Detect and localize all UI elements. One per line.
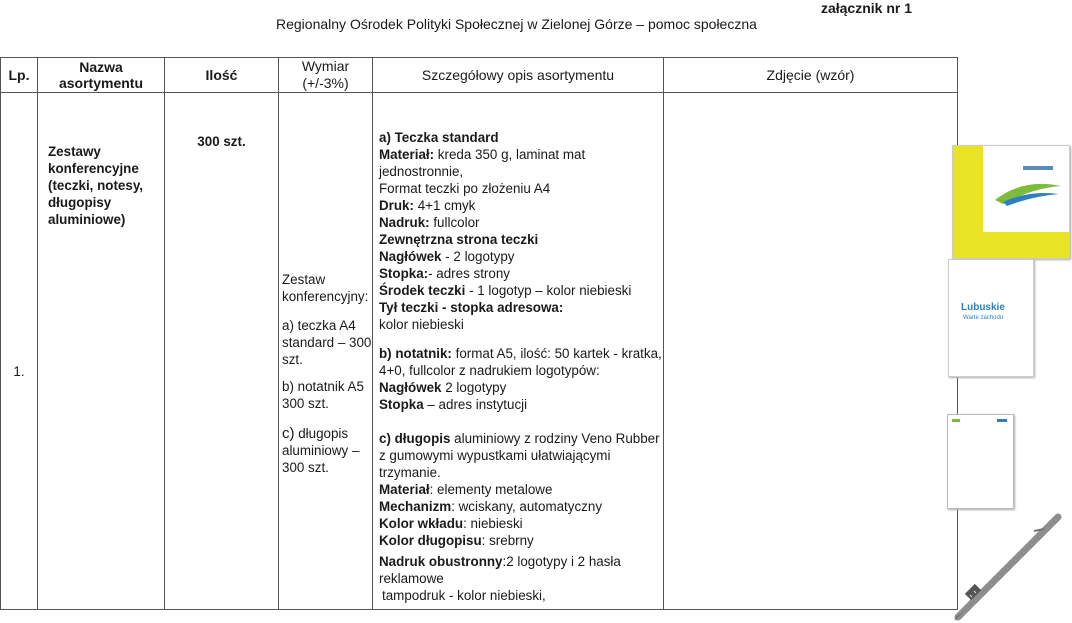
- col-zdjecie: Zdjęcie (wzór): [664, 58, 958, 93]
- lubuskie-logo-text: Lubuskie: [961, 302, 1005, 313]
- col-ilosc: Ilość: [165, 58, 279, 93]
- opis-line: trzymanie.: [379, 465, 441, 480]
- value: : elementy metalowe: [429, 482, 553, 497]
- table-row: [1, 93, 958, 610]
- value: :2 logotypy i 2 hasła: [502, 554, 621, 569]
- value: aluminiowy z rodziny Veno Rubber: [450, 431, 660, 446]
- row-nazwa: [48, 143, 143, 228]
- opis-a-title: a) Teczka standard: [379, 130, 499, 145]
- value: – adres instytucji: [423, 397, 528, 412]
- wymiar-line: aluminiowy –: [282, 443, 360, 458]
- value: 2 logotypy: [441, 380, 507, 395]
- col-nazwa: Nazwa asortymentu: [38, 58, 165, 93]
- label: c) długopis: [379, 431, 451, 446]
- opis-line: [379, 430, 663, 447]
- row-opis: [373, 93, 663, 604]
- row-wymiar: [279, 93, 372, 476]
- cell-wymiar: [279, 93, 373, 610]
- label: Kolor długopisu: [379, 533, 482, 548]
- wymiar-line: 300 szt.: [282, 460, 329, 475]
- notepad-image: [947, 414, 1014, 509]
- label: Materiał:: [379, 147, 435, 162]
- opis-line: Format teczki po złożeniu A4: [379, 181, 551, 196]
- wymiar-line: 300 szt.: [282, 396, 329, 411]
- value: kreda 350 g, laminat mat: [434, 147, 586, 162]
- opis-line: [379, 515, 663, 532]
- label: Stopka: [379, 397, 424, 412]
- opis-line: Zewnętrzna strona teczki: [379, 232, 539, 247]
- value: : wciskany, automatyczny: [451, 499, 603, 514]
- opis-line: reklamowe: [379, 571, 444, 586]
- assortment-table: [0, 57, 1005, 610]
- wymiar-c-letter: c): [282, 425, 295, 442]
- opis-line: [379, 481, 663, 498]
- cell-ilosc: [165, 93, 279, 610]
- opis-line: [379, 197, 663, 214]
- lubuskie-logo-subtext: Warte zachodu: [963, 315, 1004, 321]
- cell-opis: [373, 93, 664, 610]
- label: Kolor wkładu: [379, 516, 464, 531]
- cell-lp: [1, 93, 38, 610]
- opis-line: jednostronnie,: [379, 164, 464, 179]
- cell-nazwa: [38, 93, 165, 610]
- value: - 1 logotyp – kolor niebieski: [465, 283, 632, 298]
- header-title: Regionalny Ośrodek Polityki Społecznej w Zielonej Górze – pomoc społeczna: [276, 16, 757, 32]
- label: b) notatnik:: [379, 346, 452, 361]
- pen-image: [948, 513, 1068, 623]
- nazwa-line: Zestawy: [48, 144, 101, 159]
- value: fullcolor: [429, 215, 480, 230]
- cell-zdjecie: [664, 93, 1005, 610]
- folder-image: [952, 145, 1072, 375]
- value: - adres strony: [428, 266, 510, 281]
- opis-line: kolor niebieski: [379, 317, 464, 332]
- label: Nagłówek: [379, 380, 442, 395]
- opis-line: [379, 498, 663, 515]
- wymiar-line: b) notatnik A5: [282, 379, 364, 394]
- opis-line: tampodruk - kolor niebieski,: [382, 588, 546, 603]
- opis-line: [379, 248, 663, 265]
- col-wymiar-line1: Wymiar: [301, 58, 350, 74]
- value: format A5, ilość: 50 kartek - kratka,: [451, 346, 662, 361]
- opis-line: [379, 282, 663, 299]
- label: Środek teczki: [379, 283, 466, 298]
- label: Stopka:: [379, 266, 429, 281]
- opis-line: [379, 265, 663, 282]
- opis-line: z gumowymi wypustkami ułatwiającymi: [379, 448, 611, 463]
- value: 4+1 cmyk: [413, 198, 476, 213]
- nazwa-line: konferencyjne: [48, 161, 139, 176]
- label: Mechanizm: [379, 499, 452, 514]
- opis-line: [379, 345, 663, 362]
- opis-line: [379, 553, 663, 570]
- annex-label: załącznik nr 1: [820, 0, 912, 16]
- table-header-row: [1, 58, 958, 93]
- opis-line: [379, 379, 663, 396]
- col-wymiar: [279, 58, 373, 93]
- folder-swoosh-graphic: [993, 178, 1063, 206]
- nazwa-line: długopisy: [48, 195, 112, 210]
- opis-line: [379, 146, 663, 163]
- label: Nadruk:: [379, 215, 430, 230]
- opis-line: 4+0, fullcolor z nadrukiem logotypów:: [379, 363, 600, 378]
- nazwa-line: (teczki, notesy,: [48, 178, 144, 193]
- opis-line: [379, 214, 663, 231]
- row-ilosc: 300 szt.: [197, 134, 246, 149]
- wymiar-line: szt.: [282, 352, 303, 367]
- wymiar-line: Zestaw: [282, 272, 326, 287]
- col-opis: Szczegółowy opis asortymentu: [373, 58, 664, 93]
- label: Druk:: [379, 198, 414, 213]
- row-lp: 1.: [13, 363, 25, 379]
- label: Nagłówek: [379, 249, 442, 264]
- wymiar-line: standard – 300: [282, 335, 372, 350]
- col-wymiar-line2: (+/-3%): [302, 75, 349, 91]
- wymiar-line: a) teczka A4: [282, 318, 356, 333]
- opis-line: [379, 532, 663, 549]
- value: - 2 logotypy: [441, 249, 515, 264]
- opis-line: [379, 396, 663, 413]
- value: : srebrny: [481, 533, 534, 548]
- wymiar-line: konferencyjny:: [282, 289, 369, 304]
- folder-logo-small: [1023, 166, 1053, 170]
- value: : niebieski: [463, 516, 523, 531]
- label: Nadruk obustronny: [379, 554, 503, 569]
- nazwa-line: aluminiowe): [48, 212, 126, 227]
- col-lp: Lp.: [1, 58, 38, 93]
- opis-line: Tył teczki - stopka adresowa:: [379, 300, 564, 315]
- wymiar-line: [282, 425, 372, 442]
- label: Materiał: [379, 482, 430, 497]
- wymiar-c-text: długopis: [294, 426, 349, 441]
